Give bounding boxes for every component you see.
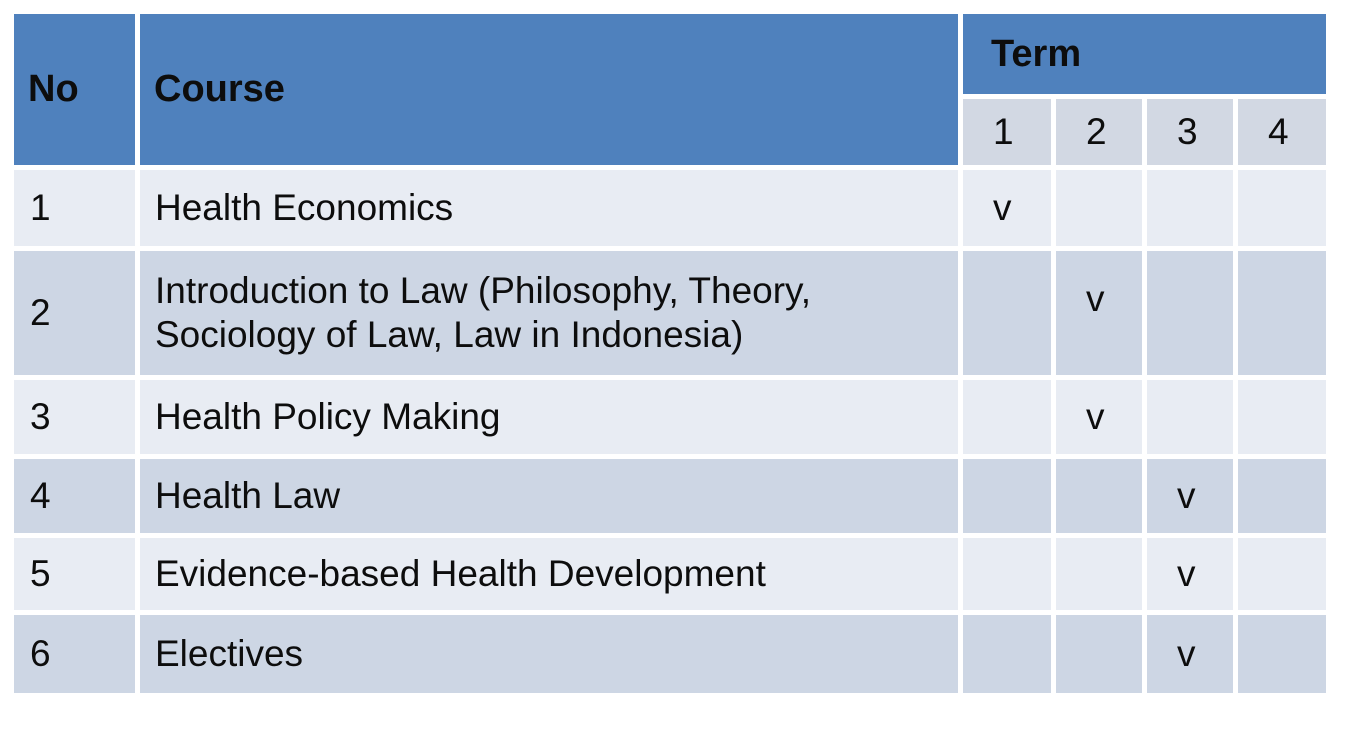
table-row — [14, 251, 1326, 375]
course-name-text: Health Economics — [155, 186, 454, 228]
term-1-mark — [963, 380, 1051, 454]
term-1-mark — [963, 615, 1051, 693]
row-number: 5 — [14, 538, 135, 610]
row-number: 3 — [14, 380, 135, 454]
header-term-3: 3 — [1147, 99, 1233, 165]
table-header — [14, 14, 1326, 165]
term-3-mark: v — [1147, 459, 1233, 533]
term-4-mark — [1238, 538, 1326, 610]
term-3-mark: v — [1147, 538, 1233, 610]
row-number: 1 — [14, 170, 135, 246]
term-4-mark — [1238, 380, 1326, 454]
table-row — [14, 459, 1326, 533]
course-name — [140, 251, 958, 375]
row-number: 6 — [14, 615, 135, 693]
course-name-text: Evidence-based Health Development — [155, 552, 766, 594]
header-term-4: 4 — [1238, 99, 1326, 165]
header-term-1: 1 — [963, 99, 1051, 165]
header-term-group: Term — [963, 14, 1326, 94]
term-3-mark — [1147, 251, 1233, 375]
course-name-text: Electives — [155, 632, 304, 674]
course-name — [140, 538, 958, 610]
term-3-mark: v — [1147, 615, 1233, 693]
term-3-mark — [1147, 380, 1233, 454]
table-row — [14, 170, 1326, 246]
term-4-mark — [1238, 170, 1326, 246]
term-2-mark — [1056, 615, 1142, 693]
table-row — [14, 380, 1326, 454]
row-number: 2 — [14, 251, 135, 375]
header-term-2: 2 — [1056, 99, 1142, 165]
term-2-mark — [1056, 459, 1142, 533]
table-row — [14, 615, 1326, 693]
term-1-mark — [963, 251, 1051, 375]
term-2-mark: v — [1056, 251, 1142, 375]
header-course: Course — [140, 14, 958, 165]
term-1-mark — [963, 538, 1051, 610]
term-4-mark — [1238, 251, 1326, 375]
course-name-text: Health Law — [155, 474, 341, 516]
row-number: 4 — [14, 459, 135, 533]
table-row — [14, 538, 1326, 610]
term-3-mark — [1147, 170, 1233, 246]
header-row-main — [14, 14, 1326, 94]
term-1-mark — [963, 459, 1051, 533]
course-term-table — [9, 9, 1331, 698]
term-4-mark — [1238, 615, 1326, 693]
course-name-text: Introduction to Law (Philosophy, Theory, Sociology of Law, Law in Indonesia) — [155, 269, 812, 355]
term-2-mark: v — [1056, 380, 1142, 454]
course-name — [140, 459, 958, 533]
term-4-mark — [1238, 459, 1326, 533]
term-2-mark — [1056, 170, 1142, 246]
header-no: No — [14, 14, 135, 165]
table-body — [14, 170, 1326, 693]
course-name — [140, 615, 958, 693]
term-2-mark — [1056, 538, 1142, 610]
course-name — [140, 380, 958, 454]
course-name — [140, 170, 958, 246]
term-1-mark: v — [963, 170, 1051, 246]
course-name-text: Health Policy Making — [155, 395, 501, 437]
